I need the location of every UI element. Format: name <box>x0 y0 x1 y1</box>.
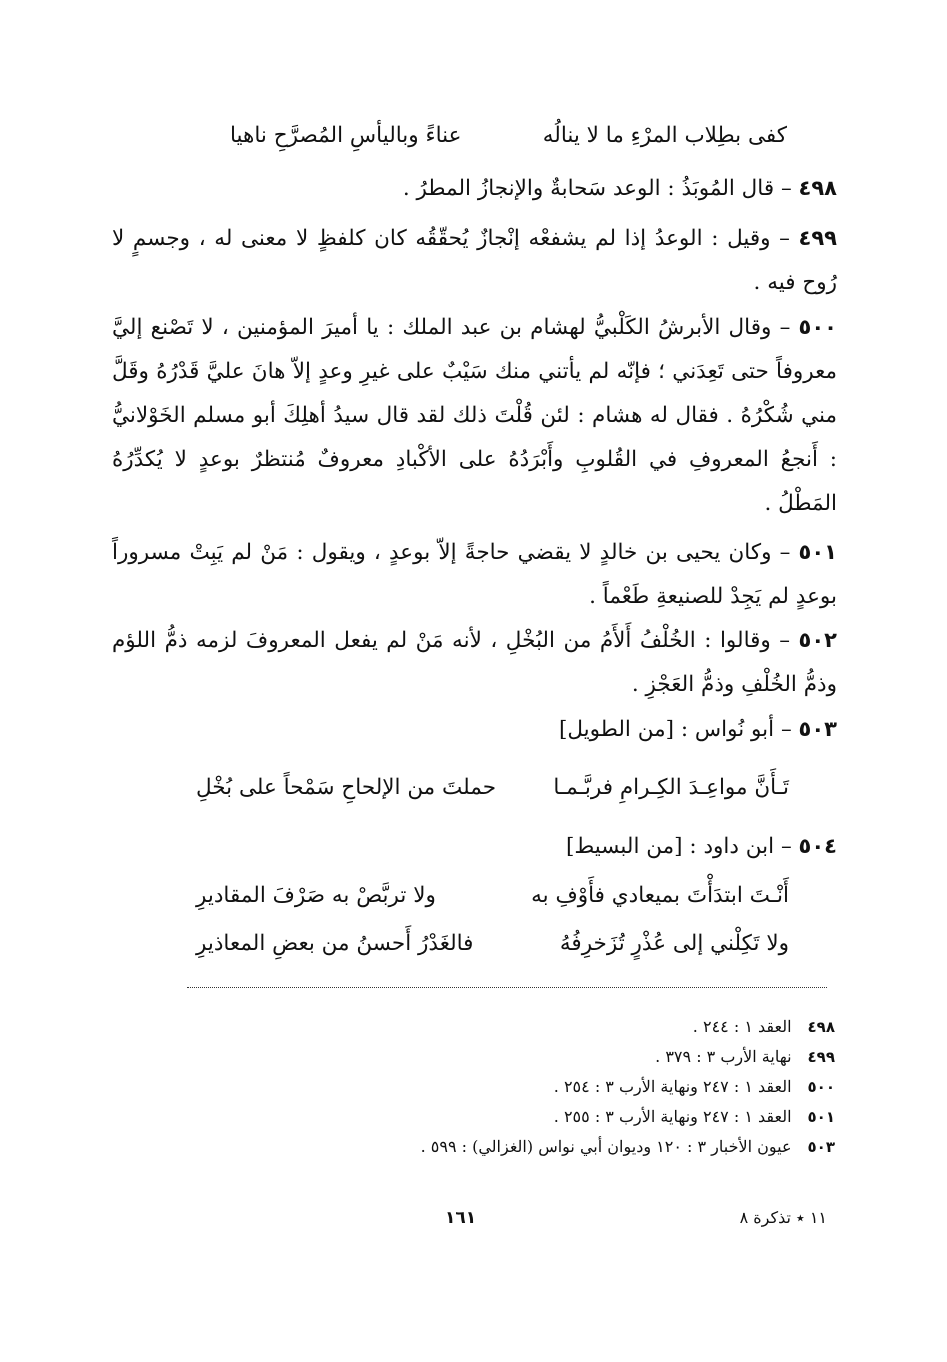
footnote-number: ٥٠٣ <box>807 1138 835 1156</box>
verse-503-left-hemistich: حملتَ من الإلحاحِ سَمْحاً على بُخْلِ <box>196 775 496 800</box>
entry-498 <box>112 166 837 211</box>
footnote-number: ٥٠٠ <box>807 1078 835 1096</box>
footnote-503 <box>421 1132 835 1162</box>
entry-number: ٥٠١ <box>798 540 837 564</box>
page-number: ١٦١ <box>445 1208 477 1228</box>
verse-504-2-right-hemistich: ولا تَكِلْني إلى عُذْرٍ تُزَخرِفُهُ <box>559 931 789 956</box>
signature-mark: ١١ ٭ تذكرة ٨ <box>739 1208 827 1227</box>
footnote-500 <box>421 1072 835 1102</box>
entry-503 <box>112 707 837 752</box>
entry-number: ٤٩٨ <box>798 176 837 200</box>
entry-502 <box>112 618 837 707</box>
footnote-text: نهاية الأرب ٣ : ٣٧٩ . <box>655 1047 792 1066</box>
entry-text: – ابن داود : [من البسيط] <box>565 834 799 859</box>
verse-504-line-1 <box>0 876 947 916</box>
footnote-499 <box>421 1042 835 1072</box>
entry-number: ٥٠٢ <box>798 628 837 652</box>
entry-number: ٥٠٤ <box>798 834 837 858</box>
verse-503-right-hemistich: تَـأَنَّ مواعِـدَ الكِـرامِ فربَّـمـا <box>553 775 789 800</box>
entry-text: – وقالوا : الخُلْفُ أَلأَمُ من البُخْلِ ، لأنه مَنْ لم يفعل المعروفَ لزمه ذمُّ اللؤم وذمُّ الخُلْفِ وذمُّ العَجْزِ . <box>112 628 837 697</box>
entry-text: – وقال الأبرشُ الكَلْبيُّ لهشام بن عبد الملك : يا أميرَ المؤمنين ، لا تَصْنع إليَّ معروفاً حتى تَعِدَني ؛ فإنّه لم يأتني منك سَيْبٌ على غيرِ وعدٍ إلاّ هانَ عليَّ قَدْرُهُ وقَلَّ مني شُكْرُهُ . فقال له هشام : لئن قُلْتَ ذلك لقد قال سيدُ أهلِكَ أبو مسلم الخَوْلانيُّ : أَنجعُ المعروفِ في القُلوبِ وأَبْرَدُهُ على الأكْبادِ معروفٌ مُنتظرٌ بوعدٍ لا يُكدِّرُهُ المَطْلُ . <box>112 315 837 516</box>
entry-number: ٤٩٩ <box>798 226 837 250</box>
verse-top <box>0 116 947 156</box>
entry-499 <box>112 216 837 305</box>
footnote-text: عيون الأخبار ٣ : ١٢٠ وديوان أبي نواس (الغزالي) : ٥٩٩ . <box>420 1137 792 1156</box>
footnote-text: العقد ١ : ٢٤٤ . <box>692 1017 792 1036</box>
entry-504 <box>112 824 837 869</box>
verse-504-1-right-hemistich: أَنْـتَ ابتدَأْتَ بميعادي فأَوْفِ به <box>531 883 789 908</box>
footnote-separator <box>187 987 827 988</box>
entry-number: ٥٠٠ <box>798 315 837 339</box>
verse-504-2-left-hemistich: فالغَدْرُ أَحسنُ من بعضِ المعاذيرِ <box>196 931 474 956</box>
footnote-number: ٥٠١ <box>807 1108 835 1126</box>
footnote-498 <box>421 1012 835 1042</box>
entry-text: – وكان يحيى بن خالدٍ لا يقضي حاجةً إلاّ بوعدٍ ، ويقول : مَنْ لم يَبِتْ مسروراً بوعدٍ لم يَجِدْ للصنيعةِ طَعْماً . <box>112 540 837 609</box>
entry-text: – وقيل : الوعدُ إذا لم يشفعْه إنْجازٌ يُحقّقُه كان كلفظٍ لا معنى له ، وجسمٍ لا رُوح فيه . <box>112 226 837 295</box>
verse-503 <box>0 768 947 808</box>
footnote-text: العقد ١ : ٢٤٧ ونهاية الأرب ٣ : ٢٥٥ . <box>553 1107 792 1126</box>
footnote-number: ٤٩٨ <box>807 1018 835 1036</box>
entry-500 <box>112 305 837 526</box>
verse-504-line-2 <box>0 924 947 964</box>
verse-504-1-left-hemistich: ولا تربَّصْ به صَرْفَ المقاديرِ <box>196 883 436 908</box>
entry-text: – قال المُوبَذُ : الوعد سَحابةٌ والإنجازُ المطرُ . <box>402 176 799 201</box>
verse-top-right-hemistich: كفى بطِلاب المرْءِ ما لا ينالُه <box>542 123 787 148</box>
footnote-text: العقد ١ : ٢٤٧ ونهاية الأرب ٣ : ٢٥٤ . <box>553 1077 792 1096</box>
entry-501 <box>112 530 837 619</box>
footnotes <box>421 1012 835 1162</box>
footnote-number: ٤٩٩ <box>807 1048 835 1066</box>
footnote-501 <box>421 1102 835 1132</box>
verse-top-left-hemistich: عناءً وباليأسِ المُصرَّحِ ناهيا <box>230 123 462 148</box>
entry-number: ٥٠٣ <box>798 717 837 741</box>
entry-text: – أبو نُواس : [من الطويل] <box>558 717 799 742</box>
